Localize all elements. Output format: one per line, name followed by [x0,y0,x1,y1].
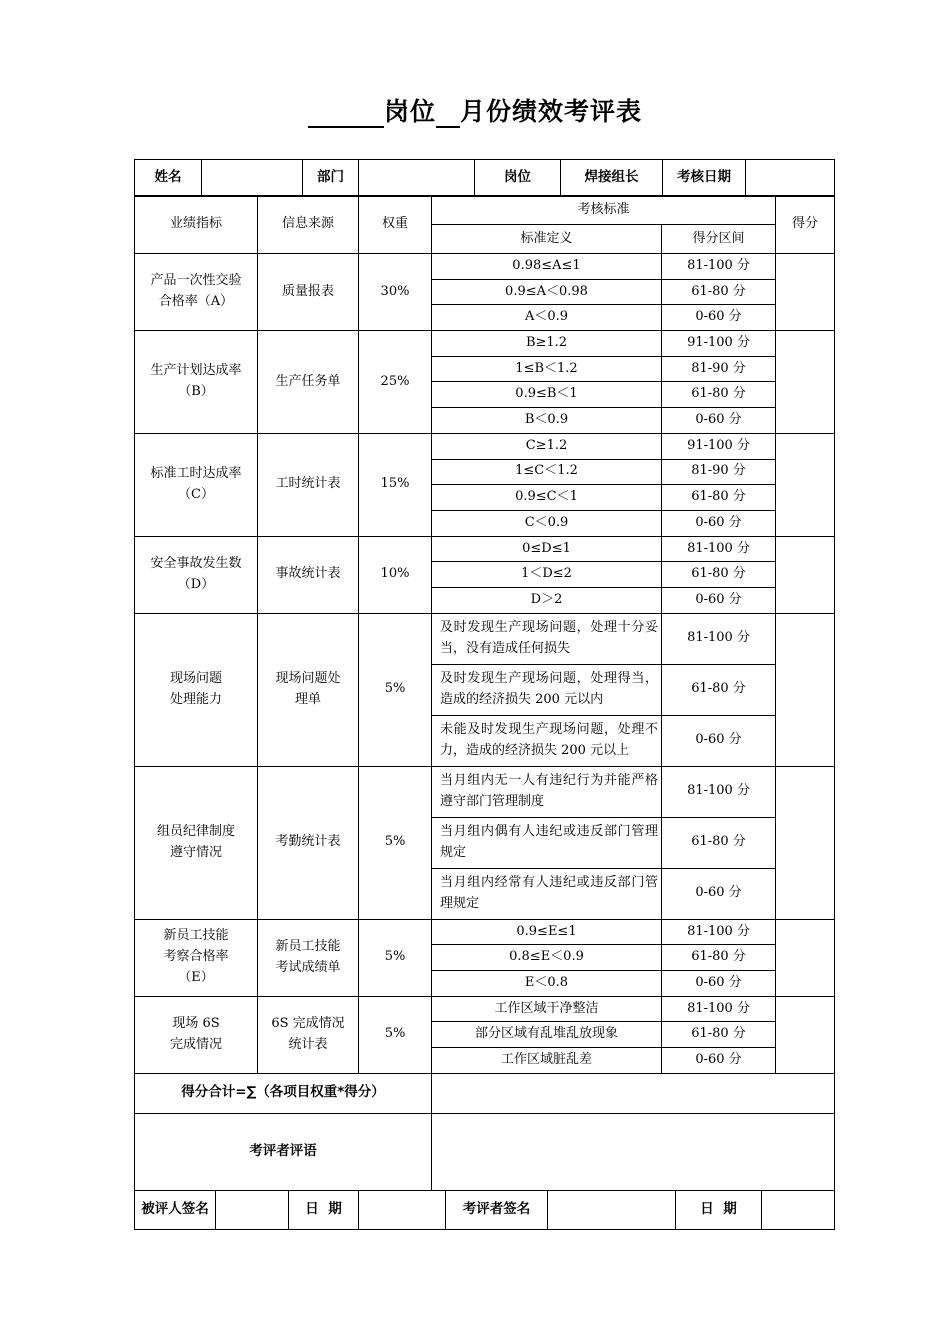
standard-definition: 0≤D≤1 [432,536,662,562]
indicator-name: 组员纪律制度 遵守情况 [135,766,258,919]
score-range: 81-100 分 [662,919,776,945]
score-range: 0-60 分 [662,715,776,766]
weight-value: 5% [359,766,432,919]
standard-definition: 1≤B＜1.2 [432,356,662,382]
name-label: 姓名 [135,160,202,197]
indicator-name: 标准工时达成率 （C） [135,433,258,536]
header-range: 得分区间 [662,225,776,254]
score-range: 0-60 分 [662,971,776,997]
standard-definition: 0.9≤A＜0.98 [432,279,662,305]
date-label: 考核日期 [663,160,746,197]
date-field-2[interactable] [762,1191,835,1230]
evaluator-sign-label: 考评者签名 [446,1191,548,1230]
header-source: 信息来源 [258,196,359,254]
info-table [134,159,835,197]
table-row [135,331,835,357]
weight-value: 5% [359,919,432,996]
weight-value: 15% [359,433,432,536]
indicator-name: 生产计划达成率 （B） [135,331,258,434]
score-range: 61-80 分 [662,1022,776,1048]
score-range: 61-80 分 [662,485,776,511]
post-label: 岗位 [475,160,561,197]
date-field-1[interactable] [359,1191,446,1230]
header-indicator: 业绩指标 [135,196,258,254]
info-source: 工时统计表 [258,433,359,536]
info-source: 新员工技能 考试成绩单 [258,919,359,996]
score-range: 61-80 分 [662,664,776,715]
standard-definition: 当月组内偶有人违纪或违反部门管理规定 [432,817,662,868]
standard-definition: 部分区域有乱堆乱放现象 [432,1022,662,1048]
header-definition: 标准定义 [432,225,662,254]
score-range: 61-80 分 [662,279,776,305]
score-range: 61-80 分 [662,562,776,588]
standard-definition: C≥1.2 [432,433,662,459]
standard-definition: D＞2 [432,587,662,613]
score-range: 91-100 分 [662,331,776,357]
standard-definition: 当月组内经常有人违纪或违反部门管理规定 [432,868,662,919]
name-field[interactable] [202,160,303,197]
total-label: 得分合计=∑（各项目权重*得分） [135,1073,432,1113]
evaluator-sign-field[interactable] [548,1191,676,1230]
date-field[interactable] [746,160,835,197]
score-range: 61-80 分 [662,382,776,408]
score-range: 0-60 分 [662,868,776,919]
comment-label: 考评者评语 [135,1113,432,1190]
score-field[interactable] [776,613,835,766]
standard-definition: 0.9≤B＜1 [432,382,662,408]
post-field[interactable]: 焊接组长 [561,160,663,197]
table-row [135,536,835,562]
info-source: 6S 完成情况 统计表 [258,996,359,1073]
table-row [135,919,835,945]
standard-definition: B＜0.9 [432,408,662,434]
indicator-name: 现场 6S 完成情况 [135,996,258,1073]
evaluatee-sign-field[interactable] [216,1191,289,1230]
post-blank[interactable] [308,100,384,128]
table-row [135,613,835,664]
evaluatee-sign-label: 被评人签名 [135,1191,216,1230]
score-range: 81-100 分 [662,766,776,817]
total-field[interactable] [432,1073,835,1113]
title-text-main: 月份绩效考评表 [460,97,643,126]
weight-value: 5% [359,613,432,766]
table-row [135,433,835,459]
comment-field[interactable] [432,1113,835,1190]
standard-definition: 0.8≤E＜0.9 [432,945,662,971]
standard-definition: 0.98≤A≤1 [432,254,662,280]
score-field[interactable] [776,536,835,613]
standard-definition: 及时发现生产现场问题，处理十分妥当，没有造成任何损失 [432,613,662,664]
score-range: 0-60 分 [662,510,776,536]
header-standard: 考核标准 [432,196,776,225]
header-weight: 权重 [359,196,432,254]
info-source: 考勤统计表 [258,766,359,919]
header-score: 得分 [776,196,835,254]
standard-definition: A＜0.9 [432,305,662,331]
weight-value: 10% [359,536,432,613]
weight-value: 30% [359,254,432,331]
dept-label: 部门 [303,160,359,197]
weight-value: 25% [359,331,432,434]
score-range: 0-60 分 [662,305,776,331]
standard-definition: 工作区域干净整洁 [432,996,662,1022]
weight-value: 5% [359,996,432,1073]
score-range: 0-60 分 [662,587,776,613]
standard-definition: B≥1.2 [432,331,662,357]
score-field[interactable] [776,254,835,331]
info-source: 事故统计表 [258,536,359,613]
signature-table [134,1190,835,1230]
info-source: 生产任务单 [258,331,359,434]
standard-definition: 当月组内无一人有违纪行为并能严格遵守部门管理制度 [432,766,662,817]
standard-definition: 工作区域脏乱差 [432,1048,662,1074]
standard-definition: 1＜D≤2 [432,562,662,588]
indicator-name: 安全事故发生数 （D） [135,536,258,613]
score-field[interactable] [776,919,835,996]
table-row [135,766,835,817]
title-text-post: 岗位 [383,97,436,126]
table-row [135,996,835,1022]
dept-field[interactable] [359,160,475,197]
date-label-1: 日 期 [289,1191,359,1230]
indicator-name: 新员工技能 考察合格率 （E） [135,919,258,996]
score-range: 81-100 分 [662,613,776,664]
score-range: 61-80 分 [662,817,776,868]
info-source: 现场问题处 理单 [258,613,359,766]
standard-definition: 0.9≤C＜1 [432,485,662,511]
score-range: 81-100 分 [662,536,776,562]
info-source: 质量报表 [258,254,359,331]
indicator-name: 产品一次性交验 合格率（A） [135,254,258,331]
standard-definition: 未能及时发现生产现场问题，处理不力，造成的经济损失 200 元以上 [432,715,662,766]
score-range: 61-80 分 [662,945,776,971]
score-range: 91-100 分 [662,433,776,459]
standard-definition: E＜0.8 [432,971,662,997]
score-range: 81-90 分 [662,459,776,485]
score-range: 81-100 分 [662,254,776,280]
page-title [0,92,950,128]
score-field[interactable] [776,433,835,536]
score-field[interactable] [776,331,835,434]
score-range: 0-60 分 [662,1048,776,1074]
table-row [135,254,835,280]
score-field[interactable] [776,996,835,1073]
evaluation-table [134,195,835,1191]
date-label-2: 日 期 [676,1191,762,1230]
standard-definition: 1≤C＜1.2 [432,459,662,485]
standard-definition: 0.9≤E≤1 [432,919,662,945]
month-blank[interactable] [436,100,460,128]
score-field[interactable] [776,766,835,919]
score-range: 81-100 分 [662,996,776,1022]
indicator-name: 现场问题 处理能力 [135,613,258,766]
score-range: 81-90 分 [662,356,776,382]
score-range: 0-60 分 [662,408,776,434]
standard-definition: C＜0.9 [432,510,662,536]
standard-definition: 及时发现生产现场问题，处理得当，造成的经济损失 200 元以内 [432,664,662,715]
